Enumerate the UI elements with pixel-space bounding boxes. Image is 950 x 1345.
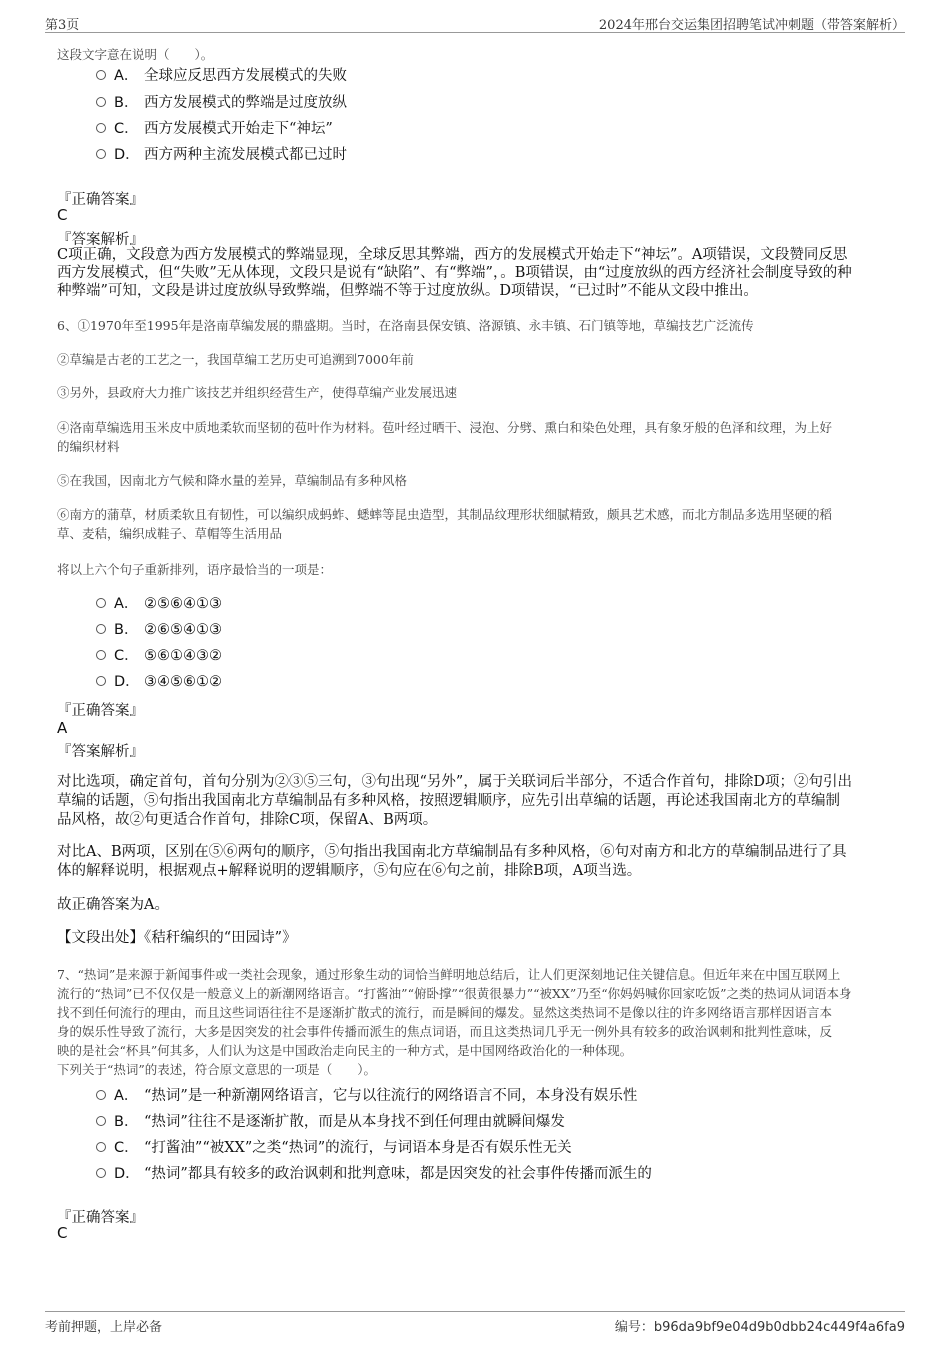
q5-answer-label: 『正确答案』 <box>57 192 144 208</box>
radio-icon[interactable] <box>96 1168 106 1178</box>
radio-icon[interactable] <box>96 676 106 686</box>
q6-sentence-4: ④洛南草编选用玉米皮中质地柔软而坚韧的苞叶作为材料。苞叶经过晒干、浸泡、分劈、熏白和染色处理，具有象牙般的色泽和纹理，为上好 的编织材料 <box>57 420 833 454</box>
q6-analysis-paragraph-3: 故正确答案为A。 <box>57 897 169 913</box>
radio-icon[interactable] <box>96 149 106 159</box>
q6-question: 将以上六个句子重新排列，语序最恰当的一项是： <box>57 562 333 577</box>
q6-sentence-5: ⑤在我国，因南北方气候和降水量的差异，草编制品有多种风格 <box>57 473 408 488</box>
page-footer <box>45 1311 905 1336</box>
radio-icon[interactable] <box>96 70 106 80</box>
q7-option-d[interactable]: D． “热词”都具有较多的政治讽刺和批判意味，都是因突发的社会事件传播而派生的 <box>96 1163 652 1185</box>
radio-icon[interactable] <box>96 97 106 107</box>
radio-icon[interactable] <box>96 1116 106 1126</box>
q5-option-b[interactable]: B． 西方发展模式的弊端是过度放纵 <box>96 92 347 114</box>
q6-analysis-label: 『答案解析』 <box>57 744 144 760</box>
q7-answer-label: 『正确答案』 <box>57 1210 144 1226</box>
radio-icon[interactable] <box>96 1090 106 1100</box>
q5-answer: C <box>57 206 68 224</box>
q5-option-d[interactable]: D． 西方两种主流发展模式都已过时 <box>96 144 347 166</box>
q5-analysis: C项正确，文段意为西方发展模式的弊端显现，全球反思其弊端，西方的发展模式开始走下“神坛”。A项错误，文段赞同反思 西方发展模式，但“失败”无从体现，文段只是说有“缺陷”、有“弊端”，。B项错误，由“过度放纵的西方经济社会制度导致的种 种弊端”可知，文段是讲过度放纵导致弊端，但弊端不等于过度放纵。D项错误，“已过时”不能从文段中推出。 <box>57 247 852 299</box>
q6-analysis-paragraph-1: 对比选项，确定首句，首句分别为②③⑤三句，③句出现“另外”，属于关联词后半部分，不适合作首句，排除D项；②句引出 草编的话题，⑤句指出我国南北方草编制品有多种风格，按照逻辑顺序，应先引出草编的话题，再论述我国南北方的草编制 品风格，故②句更适合作首句，排除C项，保留A、B两项。 <box>57 774 852 828</box>
radio-icon[interactable] <box>96 598 106 608</box>
q7-stem: 7、“热词”是来源于新闻事件或一类社会现象，通过形象生动的词恰当鲜明地总结后，让人们更深刻地记住关键信息。但近年来在中国互联网上 流行的“热词”已不仅仅是一般意义上的新潮网络语言。“打酱油”“俯卧撑”“很黄很暴力”“被XX”乃至“你妈妈喊你回家吃饭”之类的热词从词语本身 找不到任何流行的理由，而且这些词语往往不是逐渐扩散式的流行，而是瞬间的爆发。显然这类热词不是像以往的许多网络语言那样因语言本 身的娱乐性导致了流行，大多是因突发的社会事件传播而派生的焦点词语，而且这类热词几乎无一例外具有较多的政治讽刺和批判性意味，反 映的是社会“杯具”何其多，人们认为这是中国政治走向民主的一种方式，是中国网络政治化的一种体现。 下列关于“热词”的表述，符合原文意思的一项是（ ）。 <box>57 967 852 1077</box>
radio-icon[interactable] <box>96 123 106 133</box>
q6-sentence-3: ③另外，县政府大力推广该技艺并组织经营生产，使得草编产业发展迅速 <box>57 385 458 400</box>
document-title: 2024年邢台交运集团招聘笔试冲刺题（带答案解析） <box>598 18 905 33</box>
q6-option-d[interactable]: D． ③④⑤⑥①② <box>96 671 222 693</box>
q6-option-a[interactable]: A． ②⑤⑥④①③ <box>96 593 222 615</box>
q6-sentence-6: ⑥南方的蒲草，材质柔软且有韧性，可以编织成蚂蚱、蟋蟀等昆虫造型，其制品纹理形状细腻精致，颇具艺术感，而北方制品多选用坚硬的稻 草、麦秸，编织成鞋子、草帽等生活用品 <box>57 507 833 541</box>
q5-analysis-label: 『答案解析』 <box>57 232 144 248</box>
q6-sentence-2: ②草编是古老的工艺之一，我国草编工艺历史可追溯到7000年前 <box>57 352 414 367</box>
q5-option-c[interactable]: C． 西方发展模式开始走下“神坛” <box>96 118 333 140</box>
q7-answer: C <box>57 1224 68 1242</box>
q5-stem-end: 这段文字意在说明（ ）。 <box>57 47 214 62</box>
q7-option-b[interactable]: B． “热词”往往不是逐渐扩散，而是从本身找不到任何理由就瞬间爆发 <box>96 1111 565 1133</box>
q7-option-c[interactable]: C． “打酱油”“被XX”之类“热词”的流行，与词语本身是否有娱乐性无关 <box>96 1137 572 1159</box>
q6-option-c[interactable]: C． ⑤⑥①④③② <box>96 645 222 667</box>
page-number: 第3页 <box>45 18 80 33</box>
q6-analysis-paragraph-2: 对比A、B两项，区别在⑤⑥两句的顺序，⑤句指出我国南北方草编制品有多种风格，⑥句对南方和北方的草编制品进行了具 体的解释说明，根据观点+解释说明的逻辑顺序，⑤句应在⑥句之前，排除B项，A项当选。 <box>57 844 847 879</box>
footer-slogan: 考前押题，上岸必备 <box>45 1320 163 1335</box>
q5-option-a[interactable]: A． 全球应反思西方发展模式的失败 <box>96 65 347 87</box>
q6-answer-label: 『正确答案』 <box>57 703 144 719</box>
q6-answer: A <box>57 719 68 737</box>
q6-option-b[interactable]: B． ②⑥⑤④①③ <box>96 619 222 641</box>
q6-sentence-1: 6、①1970年至1995年是洛南草编发展的鼎盛期。当时，在洛南县保安镇、洛源镇、永丰镇、石门镇等地，草编技艺广泛流传 <box>57 318 754 333</box>
radio-icon[interactable] <box>96 624 106 634</box>
q6-source: 【文段出处】《秸秆编织的“田园诗”》 <box>57 930 297 946</box>
document-code: 编号：b96da9bf9e04d9b0dbb24c449f4a6fa9 <box>614 1320 905 1335</box>
page-header <box>45 12 905 33</box>
radio-icon[interactable] <box>96 1142 106 1152</box>
q7-option-a[interactable]: A． “热词”是一种新潮网络语言，它与以往流行的网络语言不同，本身没有娱乐性 <box>96 1085 637 1107</box>
radio-icon[interactable] <box>96 650 106 660</box>
